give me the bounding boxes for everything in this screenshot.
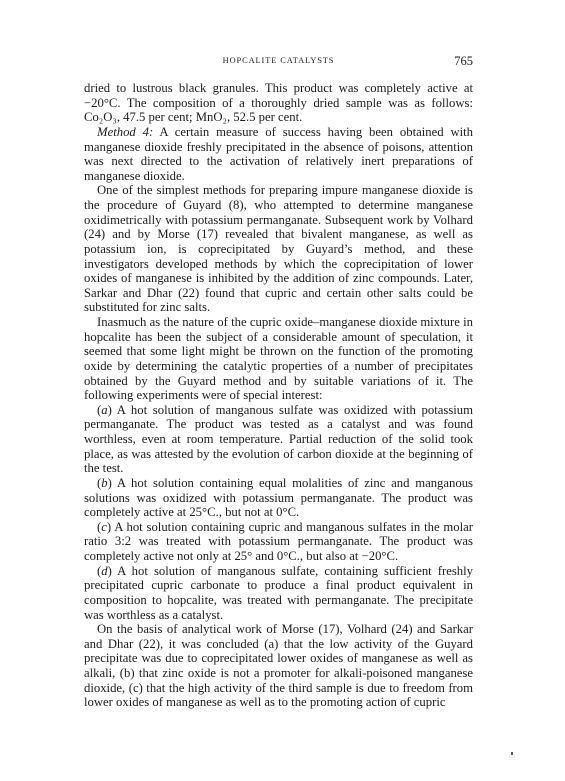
scan-speck [511,752,513,755]
paragraph: One of the simplest methods for preparing impure manganese dioxide is the procedure of Guyard (8), who attempted to determine manganese oxidimetrically with potassium permanganate. Subsequent work by Volhard (24) and by Morse (17) revealed that bivalent manganese, as well as potassium ion, is coprecipitated by Guyard’s method, and these investigators developed methods by which the coprecipitation of lower oxides of manganese is inhibited by the addition of zinc compounds. Later, Sarkar and Dhar (22) found that cupric and certain other salts could be substituted for zinc salts. [84,183,473,315]
body-text [84,81,473,710]
paragraph: (b) A hot solution containing equal molalities of zinc and manganous solutions was oxidized with potassium permanganate. The product was completely active at 25°C., but not at 0°C. [84,475,473,520]
page-header [84,54,473,70]
item-letter: c [101,519,107,534]
running-head: HOPCALITE CATALYSTS [222,56,335,65]
paragraph: (d) A hot solution of manganous sulfate, containing sufficient freshly precipitated cupric carbonate to produce a final product equivalent in composition to hopcalite, was treated with permanganate. The precipitate was worthless as a catalyst. [84,563,473,622]
item-letter: b [101,475,108,490]
method-heading: Method 4: [97,124,154,139]
paragraph: (a) A hot solution of manganous sulfate was oxidized with potassium permanganate. The product was tested as a catalyst and was found worthless, even at room temperature. Partial reduction of the solid took place, as was attested by the evolution of carbon dioxide at the beginning of the test. [84,402,473,476]
paragraph: On the basis of analytical work of Morse (17), Volhard (24) and Sarkar and Dhar (22), it was concluded (a) that the low activity of the Guyard precipitate was due to coprecipitated lower oxides of manganese as well as alkali, (b) that zinc oxide is not a promoter for alkali-poisoned manganese dioxide, (c) that the high activity of the third sample is due to freedom from lower oxides of manganese as well as to the promoting action of cupric [84,622,473,710]
paragraph: Method 4: A certain measure of success having been obtained with manganese dioxide freshly precipitated in the absence of poisons, attention was next directed to the activation of relatively inert preparations of manganese dioxide. [84,124,474,183]
paragraph: Inasmuch as the nature of the cupric oxide–manganese dioxide mixture in hopcalite has been the subject of a considerable amount of speculation, it seemed that some light might be thrown on the function of the promoting oxide by determining the catalytic properties of a number of precipitates obtained by the Guyard method and by suitable variations of it. The following experiments were of special interest: [84,315,473,403]
page-number: 765 [454,54,473,68]
paragraph: dried to lustrous black granules. This product was completely active at −20°C. The composition of a thoroughly dried sample was as follows: Co₂O₃, 47.5 per cent; MnO₂, 52.5 per cent. [84,81,473,125]
item-letter: d [101,563,108,578]
paragraph: (c) A hot solution containing cupric and manganous sulfates in the molar ratio 3:2 was treated with potassium permanganate. The product was completely active not only at 25° and 0°C., but also at −20°C. [84,519,473,563]
item-letter: a [101,402,108,417]
